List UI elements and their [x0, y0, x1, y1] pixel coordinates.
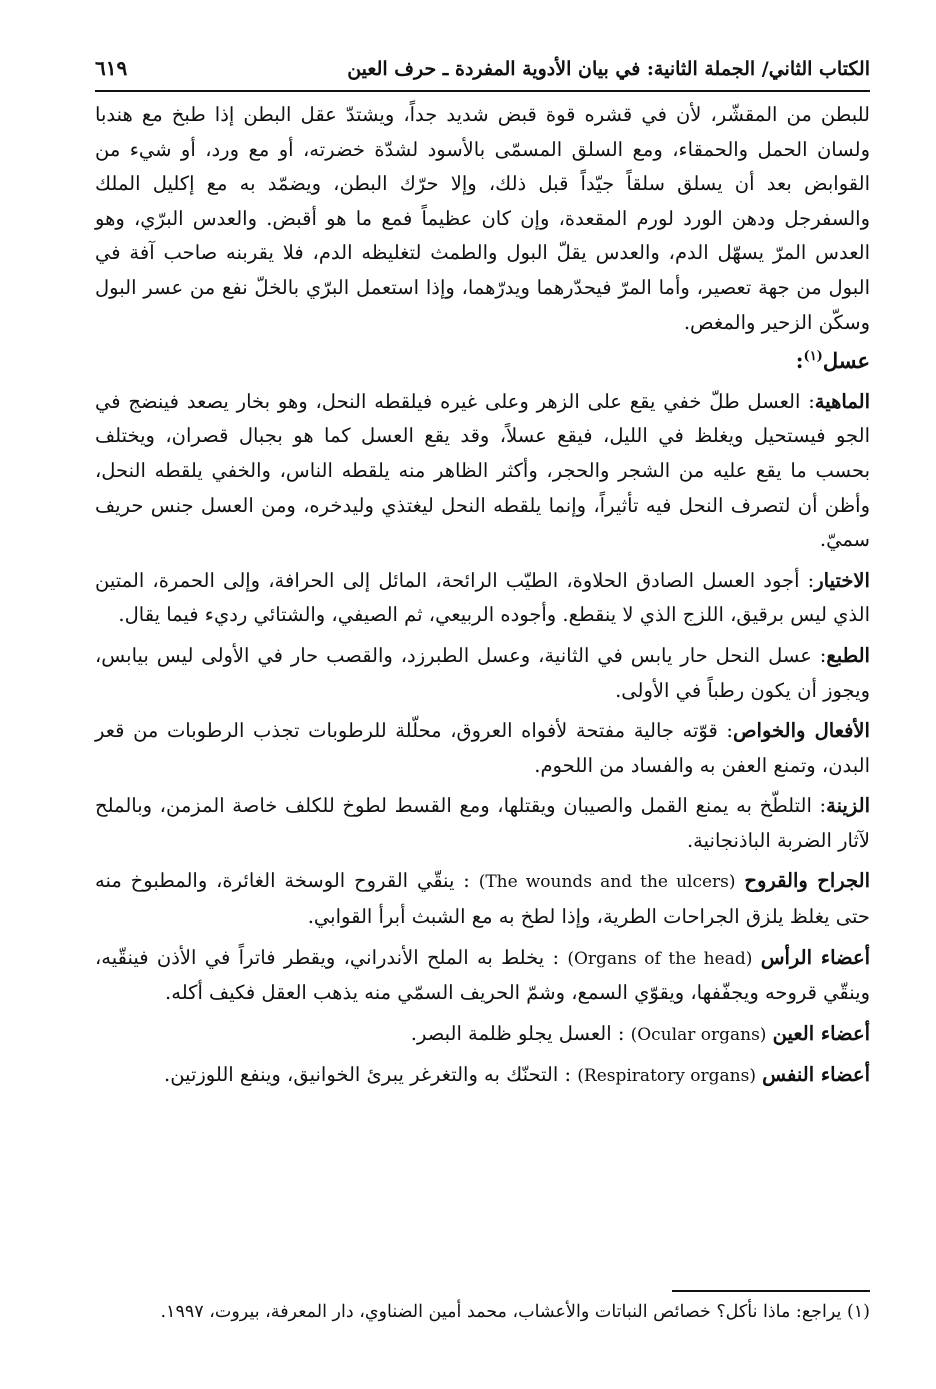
section-english-term: (The wounds and the ulcers) [478, 872, 736, 893]
section-english-term: (Organs of the head) [567, 948, 753, 969]
section-separator: : [811, 643, 827, 667]
section-text: قوّته جالية مفتحة لأفواه العروق، محلّلة للرطوبات تجذب الرطوبات من قعر البدن، وتمنع العفن به والفساد من اللحوم. [95, 719, 870, 777]
sections-list [95, 385, 870, 1094]
section-text: : التحنّك به والتغرغر يبرئ الخوانيق، وينفع اللوزتين. [164, 1063, 572, 1087]
section-paragraph [95, 1058, 870, 1094]
section-text: العسل طلّ خفي يقع على الزهر وعلى غيره فيلقطه النحل، وهو بخار يصعد فينضج في الجو فيستحيل ويغلظ في الليل، فيقع عسلاً، وقد يقع العسل كما هو بجبال قصران، ويختلف بحسب ما يقع عليه من الشجر والحجر، وأكثر الظاهر منه يلقطه الناس، والخفي يلقطه النحل، وأظن أن لتصرف النحل فيه تأثيراً، وإنما يلقطه النحل ليغتذي وليدخره، ومن العسل جنس حريف سميّ. [95, 389, 870, 552]
section-paragraph [95, 639, 870, 708]
section-heading: أعضاء الرأس [760, 945, 871, 969]
section-separator: : [799, 568, 815, 592]
section-heading: أعضاء العين [772, 1021, 870, 1045]
section-heading: الجراح والقروح [744, 869, 870, 893]
entry-title: عسل [822, 348, 870, 374]
section-text: : العسل يجلو ظلمة البصر. [410, 1021, 625, 1045]
section-text: : يخلط به الملح الأندراني، ويقطر فاتراً في الأذن فينقّيه، وينقّي قروحه ويجفّفها، ويقوّي السمع، وشمّ الحريف السمّي منه يذهب العقل فكيف أكله. [95, 945, 870, 1005]
section-paragraph [95, 714, 870, 783]
footnote-reference[interactable]: (١) [803, 349, 823, 365]
section-heading: أعضاء النفس [762, 1063, 870, 1087]
section-heading: الطبع [826, 643, 870, 667]
section-paragraph [95, 1017, 870, 1053]
section-english-term: (Ocular organs) [630, 1024, 767, 1045]
section-separator: : [811, 794, 827, 818]
page-number: ٦١٩ [95, 56, 128, 80]
section-heading: الماهية [814, 389, 870, 413]
section-paragraph [95, 385, 870, 558]
section-text: : ينقّي القروح الوسخة الغائرة، والمطبوخ منه حتى يغلظ يلزق الجراحات الطرية، وإذا لطخ به مع الشبث أبرأ القوابي. [95, 869, 870, 929]
footnote-text: يراجع: ماذا نأكل؟ خصائص النباتات والأعشاب، محمد أمين الضناوي، دار المعرفة، بيروت، ١٩٩٧. [160, 1302, 842, 1322]
section-paragraph [95, 564, 870, 633]
section-separator: : [800, 389, 815, 413]
section-separator: : [717, 719, 733, 743]
section-separator [752, 946, 760, 969]
footnote [95, 1302, 870, 1322]
main-text [95, 98, 870, 1094]
section-paragraph [95, 789, 870, 858]
section-paragraph [95, 941, 870, 1011]
entry-title-suffix: : [795, 348, 804, 374]
footnote-mark: (١) [846, 1302, 870, 1322]
section-heading: الأفعال والخواص [732, 719, 870, 743]
section-heading: الاختيار [814, 568, 870, 592]
section-text: أجود العسل الصادق الحلاوة، الطيّب الرائحة، المائل إلى الحرافة، وإلى الحمرة، المتين الذي ليس برقيق، اللزج الذي لا ينقطع. وأجوده الربيعي، ثم الصيفي، والشتائي رديء فيما يقال. [95, 568, 870, 627]
section-paragraph [95, 864, 870, 934]
intro-paragraph: للبطن من المقشّر، لأن في قشره قوة قبض شديد جداً، ويشتدّ عقل البطن إذا طبخ مع هندبا ولسان الحمل والحمقاء، ومع السلق المسمّى بالأسود لشدّة خضرته، أو مع ورد، أو شيء من القوابض بعد أن يسلق سلقاً جيّداً قبل ذلك، وإلا حرّك البطن، ويضمّد به مع إكليل الملك والسفرجل ودهن الورد لورم المقعدة، وإن كان عظيماً فمع ما هو أقبض. والعدس البرّي، وهو العدس المرّ يسهّل الدم، والعدس يقلّ البول والطمث لتغليظه الدم، فلا يقربنه صاحب آفة في البول من جهة تعصير، وأما المرّ فيحدّرهما ويدرّهما، وإذا استعمل البرّي بالخلّ نفع من عسر البول وسكّن الزحير والمغص. [95, 103, 870, 334]
entry-title-line [95, 340, 870, 379]
running-header [95, 56, 870, 80]
footnote-rule [672, 1290, 870, 1292]
section-heading: الزينة [826, 794, 870, 818]
section-english-term: (Respiratory organs) [577, 1066, 756, 1087]
header-rule [95, 90, 870, 92]
running-title: الكتاب الثاني/ الجملة الثانية: في بيان الأدوية المفردة ـ حرف العين [347, 58, 870, 80]
section-text: التلطّخ به يمنع القمل والصيبان ويقتلها، ومع القسط لطوخ للكلف خاصة المزمن، وبالملح لآثار الضربة الباذنجانية. [95, 794, 870, 852]
section-text: عسل النحل حار يابس في الثانية، وعسل الطبرزد، والقصب حار في الأولى ليس بيابس، ويجوز أن يكون رطباً في الأولى. [95, 643, 870, 702]
